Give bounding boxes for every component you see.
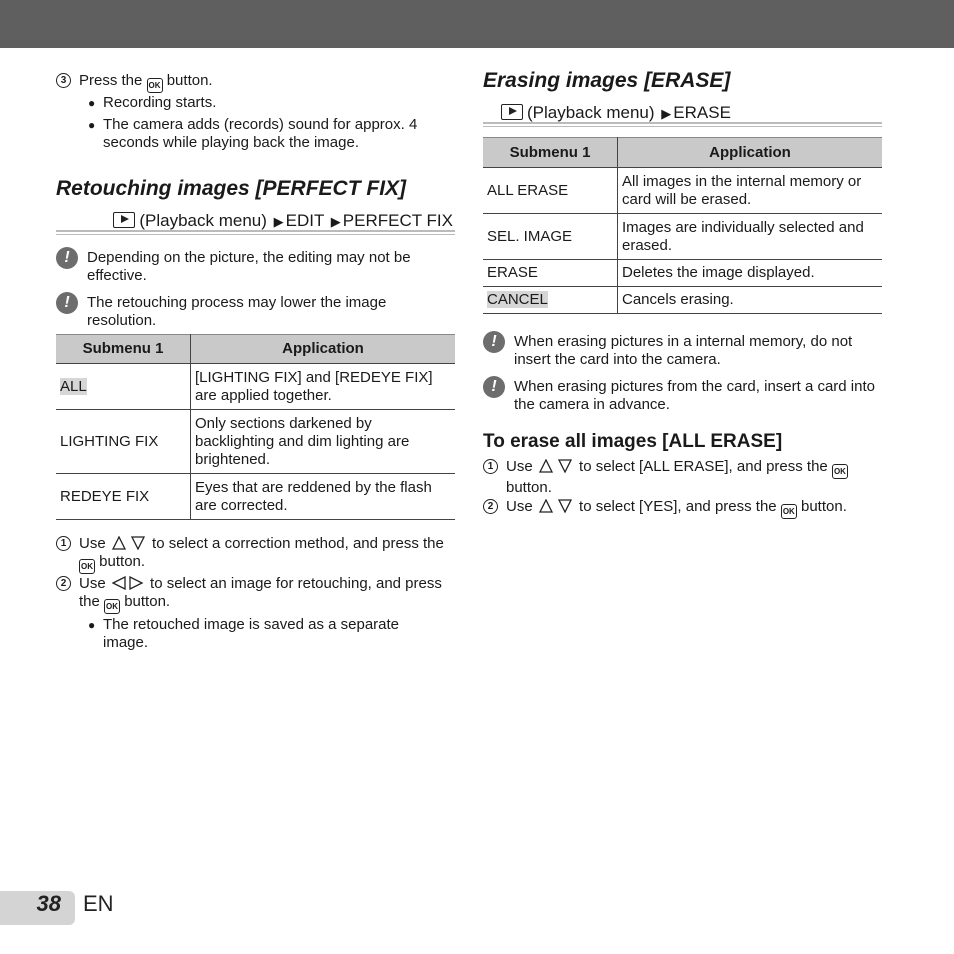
table-cell-app: Only sections darkened by backlighting and dim lighting are brightened.	[191, 410, 456, 474]
caution-icon: !	[483, 376, 505, 398]
table-row	[483, 168, 882, 214]
step-number: 2	[56, 576, 71, 591]
up-down-arrow-icon	[112, 536, 146, 550]
table-header-row: Submenu 1 Application	[56, 335, 455, 364]
caution-icon: !	[56, 292, 78, 314]
divider	[56, 234, 455, 235]
arrow-right-icon: ▶	[661, 106, 672, 121]
step-number: 1	[56, 536, 71, 551]
playback-icon	[113, 212, 135, 228]
table-cell-sub: SEL. IMAGE	[483, 214, 618, 260]
ok-button-icon: OK	[832, 464, 848, 479]
step-text: Press the	[79, 72, 143, 89]
table-cell-sub: LIGHTING FIX	[56, 410, 191, 474]
table-cell-app: Cancels erasing.	[618, 287, 883, 314]
table-row	[56, 364, 455, 410]
section-title-perfect-fix: Retouching images [PERFECT FIX]	[56, 177, 407, 200]
table-row	[483, 260, 882, 287]
erase-table	[483, 137, 882, 314]
arrow-right-icon: ▶	[273, 214, 284, 229]
table-cell-app: Eyes that are reddened by the flash are corrected.	[191, 474, 456, 520]
table-row	[483, 287, 882, 314]
caution-icon: !	[56, 247, 78, 269]
divider	[56, 230, 455, 232]
step-number: 1	[483, 459, 498, 474]
table-cell-app: Images are individually selected and erased.	[618, 214, 883, 260]
step-2: 2 Use to select an image for retouching, and press the OK button.	[56, 575, 455, 614]
page-number-tab	[0, 891, 75, 925]
divider	[483, 126, 882, 127]
table-cell-app: Deletes the image displayed.	[618, 260, 883, 287]
bullet-icon: ●	[88, 96, 96, 110]
ok-button-icon: OK	[104, 599, 120, 614]
bullet-icon: ●	[88, 118, 96, 132]
language-label: EN	[83, 891, 114, 916]
step-number: 2	[483, 499, 498, 514]
section-title-erase: Erasing images [ERASE]	[483, 69, 731, 92]
up-down-arrow-icon	[539, 499, 573, 513]
bullet-item: ● Recording starts.	[88, 94, 217, 111]
ok-button-icon: OK	[147, 78, 163, 93]
table-cell-sub: ERASE	[483, 260, 618, 287]
caution-note: ! Depending on the picture, the editing may not be effective.	[56, 249, 455, 285]
top-banner	[0, 0, 954, 48]
bullet-item: ● The retouched image is saved as a separate image.	[88, 616, 400, 651]
all-erase-heading: To erase all images [ALL ERASE]	[483, 431, 783, 452]
table-cell-app: All images in the internal memory or card will be erased.	[618, 168, 883, 214]
ok-button-icon: OK	[79, 559, 95, 574]
perfect-fix-table	[56, 334, 455, 520]
step-1: 1 Use to select a correction method, and press the OK button.	[56, 535, 455, 574]
bullet-icon: ●	[88, 618, 96, 632]
table-cell-sub: ALL	[60, 377, 87, 395]
table-cell-sub: REDEYE FIX	[56, 474, 191, 520]
table-cell-sub: ALL ERASE	[483, 168, 618, 214]
step-text-end: button.	[166, 72, 213, 89]
ok-button-icon: OK	[781, 504, 797, 519]
step-1: 1 Use to select [ALL ERASE], and press the OK button.	[483, 458, 882, 497]
up-down-arrow-icon	[539, 459, 573, 473]
caution-note: ! When erasing pictures in a internal memory, do not insert the card into the camera.	[483, 333, 882, 369]
table-row	[483, 214, 882, 260]
arrow-right-icon: ▶	[330, 214, 341, 229]
step-number: 3	[56, 73, 71, 88]
page-number: 38	[36, 891, 61, 916]
playback-icon	[501, 104, 523, 120]
caution-icon: !	[483, 331, 505, 353]
caution-note: ! When erasing pictures from the card, insert a card into the camera in advance.	[483, 378, 882, 414]
table-row	[56, 474, 455, 520]
table-cell-sub: CANCEL	[487, 291, 548, 308]
step-2: 2 Use to select [YES], and press the OK button.	[483, 498, 882, 519]
bullet-item: ● The camera adds (records) sound for approx. 4 seconds while playing back the image.	[88, 116, 418, 151]
divider	[483, 122, 882, 124]
table-header-row: Submenu 1 Application	[483, 138, 882, 168]
step-3	[56, 72, 455, 93]
left-right-arrow-icon	[112, 576, 144, 590]
table-cell-app: [LIGHTING FIX] and [REDEYE FIX] are applied together.	[191, 364, 456, 410]
table-row	[56, 410, 455, 474]
caution-note: ! The retouching process may lower the image resolution.	[56, 294, 455, 330]
